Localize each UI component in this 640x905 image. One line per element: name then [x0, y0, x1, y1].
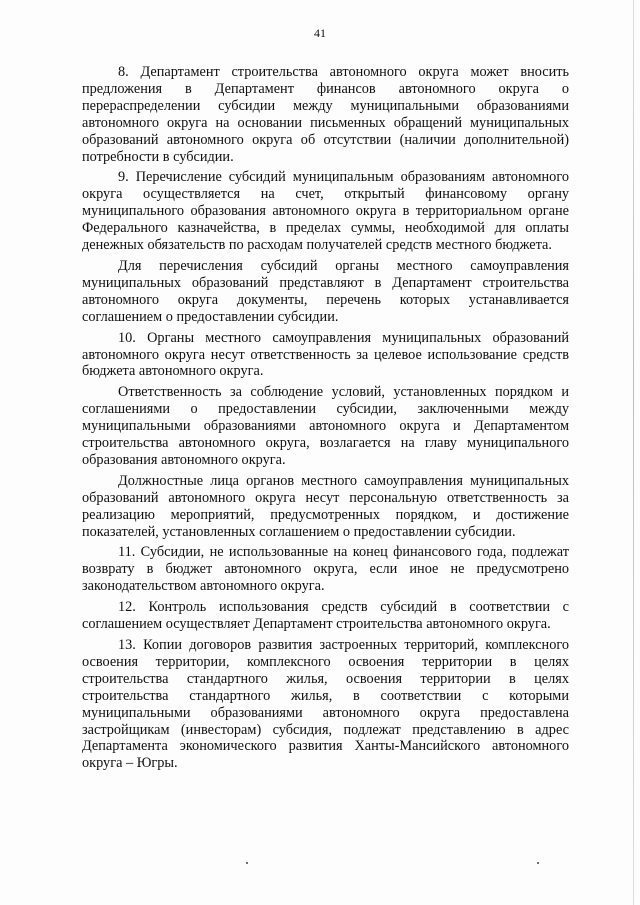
- scan-dot-mark: [537, 862, 539, 864]
- page-number: 41: [314, 26, 326, 40]
- document-body: [82, 64, 569, 772]
- scan-dot-mark: [246, 862, 248, 864]
- paragraph-12: 12. Контроль использования средств субсидий в соответствии с соглашением осуществляет Департамент строительства автономного округа.: [82, 599, 569, 633]
- scan-edge-line: [633, 0, 634, 905]
- paragraph-13: 13. Копии договоров развития застроенных территорий, комплексного освоения территории, комплексного освоения территории в целях строительства стандартного жилья, освоения территории в целях строительства стандартного жилья, в соответствии с которыми муниципальными образованиями автономного округа предоставлена застройщикам (инвесторам) субсидия, подлежат представлению в адрес Департамента экономического развития Ханты-Мансийского автономного округа – Югры.: [82, 637, 569, 772]
- paragraph-10-responsibility: Ответственность за соблюдение условий, установленных порядком и соглашениями о предоставлении субсидии, заключенными между муниципальными образованиями автономного округа и Департаментом строительства автономного округа, возлагается на главу муниципального образования автономного округа.: [82, 384, 569, 468]
- paragraph-11: 11. Субсидии, не использованные на конец финансового года, подлежат возврату в бюджет автономного округа, если иное не предусмотрено законодательством автономного округа.: [82, 544, 569, 595]
- paragraph-10: 10. Органы местного самоуправления муниципальных образований автономного округа несут ответственность за целевое использование средств бюджета автономного округа.: [82, 329, 569, 380]
- paragraph-9: 9. Перечисление субсидий муниципальным образованиям автономного округа осуществляется на счет, открытый финансовому органу муниципального образования автономного округа в территориальном органе Федерального казначейства, в пределах суммы, необходимой для оплаты денежных обязательств по расходам получателей средств местного бюджета.: [82, 169, 569, 254]
- paragraph-8: 8. Департамент строительства автономного округа может вносить предложения в Департамент финансов автономного округа о перераспределении субсидии между муниципальными образованиями автономного округа на основании письменных обращений муниципальных образований автономного округа об отсутствии (наличии дополнительной) потребности в субсидии.: [82, 64, 569, 165]
- paragraph-10-officials: Должностные лица органов местного самоуправления муниципальных образований автономного округа несут персональную ответственность за реализацию мероприятий, предусмотренных порядком, и достижение показателей, установленных соглашением о предоставлении субсидии.: [82, 472, 569, 540]
- paragraph-9-documents: Для перечисления субсидий органы местного самоуправления муниципальных образований представляют в Департамент строительства автономного округа документы, перечень которых устанавливается соглашением о предоставлении субсидии.: [82, 257, 569, 325]
